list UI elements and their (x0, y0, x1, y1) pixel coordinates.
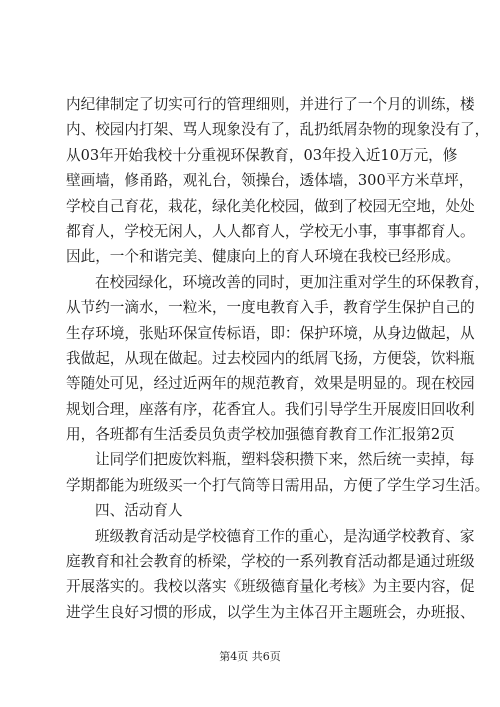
text-line: 因此，一个和谐完美、健康向上的育人环境在我校已经形成。 (66, 248, 461, 266)
text-line: 内、校园内打架、骂人现象没有了，乱扔纸屑杂物的现象没有了， (66, 121, 490, 139)
body-text (66, 92, 490, 625)
text-line: 都育人，学校无闲人，人人都育人，学校无小事，事事都育人。 (66, 222, 475, 240)
page-number-footer: 第4页 共6页 (219, 650, 281, 663)
text-line: 开展落实的。我校以落实《班级德育量化考核》为主要内容，促 (66, 578, 475, 596)
text-line: 我做起，从现在做起。过去校园内的纸屑飞扬，方便袋，饮料瓶 (66, 349, 475, 367)
text-line: 用，各班都有生活委员负责学校加强德育教育工作汇报第2页 (66, 426, 455, 444)
text-line: 生存环境，张贴环保宣传标语，即：保护环境，从身边做起，从 (66, 324, 475, 342)
text-line: 庭教育和社会教育的桥梁，学校的一系列教育活动都是通过班级 (66, 553, 475, 571)
text-line: 壁画墙，修甬路，观礼台，领操台，透体墙，300平方米草坪， (66, 172, 474, 190)
text-line: 内纪律制定了切实可行的管理细则，并进行了一个月的训练，楼 (66, 96, 475, 113)
paragraph-first-line: 在校园绿化，环境改善的同时，更加注重对学生的环保教育， (95, 273, 490, 291)
paragraph-first-line: 班级教育活动是学校德育工作的重心，是沟通学校教育、家 (95, 527, 475, 545)
text-line: 等随处可见，经过近两年的规范教育，效果是明显的。现在校园 (66, 375, 475, 393)
text-line: 从节约一滴水，一粒米，一度电教育入手，教育学生保护自己的 (66, 299, 475, 317)
text-line: 进学生良好习惯的形成，以学生为主体召开主题班会，办班报、 (66, 603, 475, 621)
paragraph-first-line: 让同学们把废饮料瓶，塑料袋积攒下来，然后统一卖掉，每 (95, 451, 475, 469)
text-line: 从03年开始我校十分重视环保教育，03年投入近10万元，修 (66, 146, 458, 164)
section-heading: 四、活动育人 (95, 502, 183, 520)
text-line: 规划合理，座落有序，花香宜人。我们引导学生开展废旧回收利 (66, 400, 475, 418)
text-line: 学期都能为班级买一个打气筒等日需用品，方便了学生学习生活。 (66, 476, 490, 494)
text-line: 学校自己育花，栽花，绿化美化校园，做到了校园无空地，处处 (66, 197, 475, 215)
